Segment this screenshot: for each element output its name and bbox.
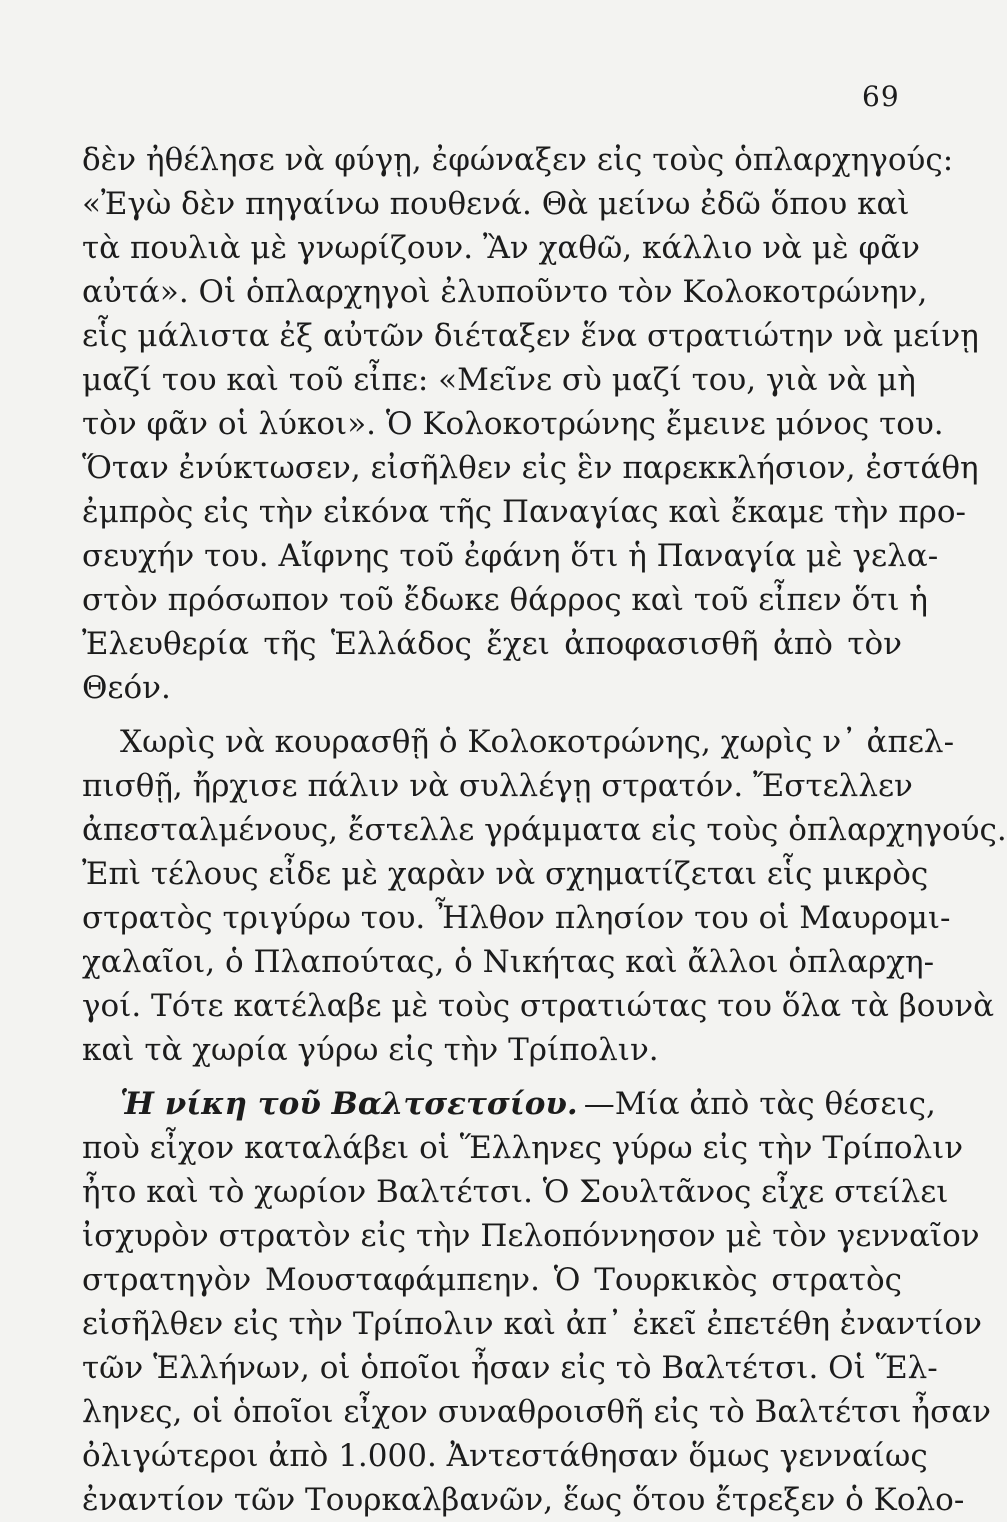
paragraph-gap [82, 710, 902, 720]
text-line: χαλαῖοι, ὁ Πλαπούτας, ὁ Νικήτας καὶ ἄλλοι ὁπλαρχη- [82, 944, 935, 980]
text-line: ἦτο καὶ τὸ χωρίον Βαλτέτσι. Ὁ Σουλτᾶνος εἶχε στείλει [82, 1174, 949, 1210]
paragraph [82, 1082, 992, 1522]
text-line: δὲν ἠθέλησε νὰ φύγῃ, ἐφώναξεν εἰς τοὺς ὁπλαρχηγούς: [82, 142, 954, 178]
text-line: ἐμπρὸς εἰς τὴν εἰκόνα τῆς Παναγίας καὶ ἔκαμε τὴν προ- [82, 494, 966, 530]
text-line: Θεόν. [82, 670, 171, 706]
paragraph-gap [82, 1072, 902, 1082]
section-heading: Ἡ νίκη τοῦ Βαλτσετσίου. [120, 1086, 578, 1122]
paragraph [82, 720, 1007, 1072]
text-line: ἰσχυρὸν στρατὸν εἰς τὴν Πελοπόννησον μὲ τὸν γενναῖον [82, 1218, 980, 1254]
text-line: τὰ πουλιὰ μὲ γνωρίζουν. Ἂν χαθῶ, κάλλιο νὰ μὲ φᾶν [82, 230, 920, 266]
text-line: μαζί του καὶ τοῦ εἶπε: «Μεῖνε σὺ μαζί του, γιὰ νὰ μὴ [82, 362, 916, 398]
text-line: αὐτά». Οἱ ὁπλαρχηγοὶ ἐλυποῦντο τὸν Κολοκοτρώνην, [82, 274, 928, 310]
text-line: στὸν πρόσωπον τοῦ ἔδωκε θάρρος καὶ τοῦ εἶπεν ὅτι ἡ [82, 582, 928, 618]
text-line: πισθῇ, ἤρχισε πάλιν νὰ συλλέγῃ στρατόν. Ἔστελλεν [82, 768, 913, 804]
text-line: εἷς μάλιστα ἐξ αὐτῶν διέταξεν ἕνα στρατιώτην νὰ μείνῃ [82, 318, 979, 354]
text-line: Χωρὶς νὰ κουρασθῇ ὁ Κολοκοτρώνης, χωρὶς ν᾽ ἀπελ- [120, 724, 955, 760]
text-line: ληνες, οἱ ὁποῖοι εἶχον συναθροισθῆ εἰς τὸ Βαλτέτσι ἦσαν [82, 1394, 992, 1430]
text-line: Ἐπὶ τέλους εἶδε μὲ χαρὰν νὰ σχηματίζεται εἷς μικρὸς [82, 856, 929, 892]
text-line: Ἐλευθερία τῆς Ἑλλάδος ἔχει ἀποφασισθῆ ἀπὸ τὸν [82, 626, 902, 662]
text-line: στρατηγὸν Μουσταφάμπεην. Ὁ Τουρκικὸς στρατὸς [82, 1262, 902, 1298]
text-line: ὀλιγώτεροι ἀπὸ 1.000. Ἀντεστάθησαν ὅμως γενναίως [82, 1438, 928, 1474]
text-line: καὶ τὰ χωρία γύρω εἰς τὴν Τρίπολιν. [82, 1032, 659, 1068]
text-line: τὸν φᾶν οἱ λύκοι». Ὁ Κολοκοτρώνης ἔμεινε μόνος του. [82, 406, 944, 442]
text-line: στρατὸς τριγύρω του. Ἦλθον πλησίον του οἱ Μαυρομι- [82, 900, 951, 936]
text-line: γοί. Τότε κατέλαβε μὲ τοὺς στρατιώτας του ὅλα τὰ βουνὰ [82, 988, 995, 1024]
text-line: ποὺ εἶχον καταλάβει οἱ Ἕλληνες γύρω εἰς τὴν Τρίπολιν [82, 1130, 964, 1166]
section-first-line [82, 1082, 936, 1126]
paragraph [82, 138, 979, 710]
page-number: 69 [862, 80, 900, 113]
text-line: σευχήν του. Αἴφνης τοῦ ἐφάνη ὅτι ἡ Παναγία μὲ γελα- [82, 538, 939, 574]
section-first-line-text: —Μία ἀπὸ τὰς θέσεις, [583, 1086, 936, 1122]
body-text [82, 138, 1007, 1522]
text-line: εἰσῆλθεν εἰς τὴν Τρίπολιν καὶ ἀπ᾽ ἐκεῖ ἐπετέθη ἐναντίον [82, 1306, 982, 1342]
text-line: ἀπεσταλμένους, ἔστελλε γράμματα εἰς τοὺς ὁπλαρχηγούς. [82, 812, 1007, 848]
text-line: ἐναντίον τῶν Τουρκαλβανῶν, ἕως ὅτου ἔτρεξεν ὁ Κολο- [82, 1482, 965, 1518]
text-line: «Ἐγὼ δὲν πηγαίνω πουθενά. Θὰ μείνω ἐδῶ ὅπου καὶ [82, 186, 910, 222]
text-line: τῶν Ἑλλήνων, οἱ ὁποῖοι ἦσαν εἰς τὸ Βαλτέτσι. Οἱ Ἕλ- [82, 1350, 938, 1386]
text-line: Ὅταν ἐνύκτωσεν, εἰσῆλθεν εἰς ἓν παρεκκλήσιον, ἐστάθη [82, 450, 979, 486]
